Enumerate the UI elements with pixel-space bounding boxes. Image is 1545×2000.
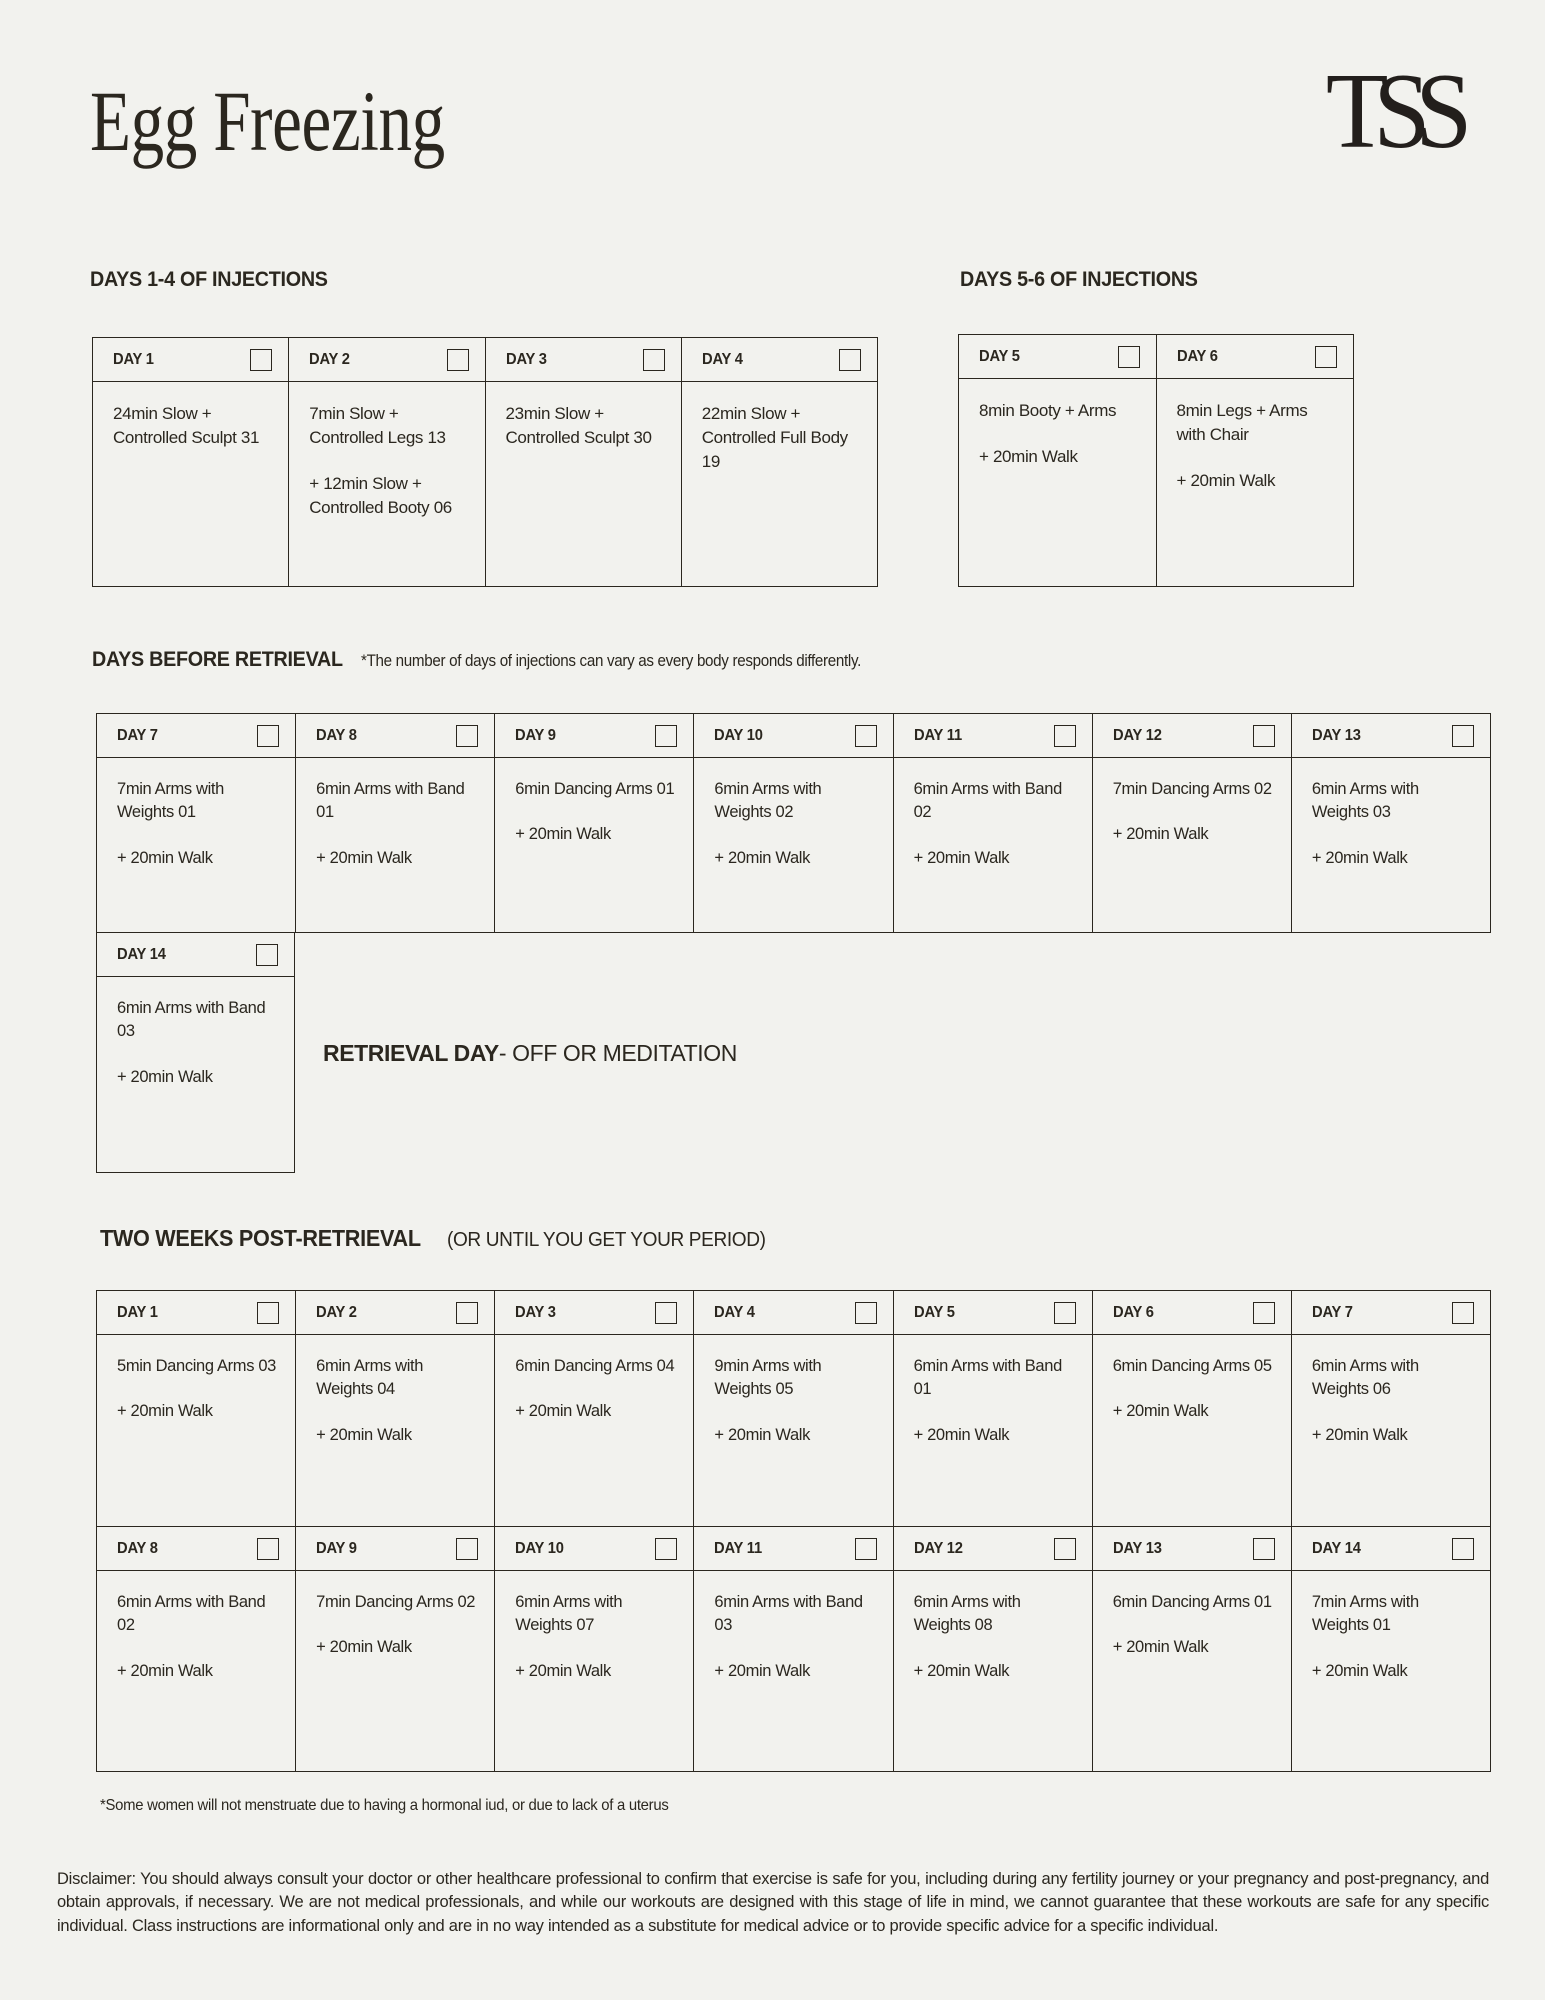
day-header xyxy=(97,1527,295,1571)
table-post-retrieval-week1 xyxy=(96,1290,1491,1527)
day-body xyxy=(296,1571,494,1771)
workout-primary: 7min Dancing Arms 02 xyxy=(1112,780,1272,798)
day-label: DAY 9 xyxy=(515,726,557,744)
retrieval-day-label: RETRIEVAL DAY xyxy=(323,1039,499,1066)
day-label: DAY 14 xyxy=(117,945,166,963)
day-label: DAY 5 xyxy=(913,1303,955,1321)
table-before-retrieval xyxy=(96,713,1491,933)
day-checkbox[interactable] xyxy=(250,349,272,371)
day-body xyxy=(894,1335,1092,1526)
workout-primary: 6min Dancing Arms 04 xyxy=(515,1357,675,1375)
workout-primary: 6min Arms with Weights 08 xyxy=(913,1593,1021,1635)
day-body xyxy=(495,1571,693,1771)
day-checkbox[interactable] xyxy=(839,349,861,371)
workout-primary: 6min Arms with Band 03 xyxy=(714,1593,863,1635)
day-body xyxy=(1292,1335,1490,1526)
day-header xyxy=(1093,1291,1291,1335)
day-body xyxy=(1093,758,1291,932)
day-checkbox[interactable] xyxy=(655,1538,677,1560)
day-header xyxy=(97,1291,295,1335)
day-header xyxy=(296,1291,494,1335)
day-body xyxy=(1157,379,1354,586)
day-column xyxy=(694,1527,893,1771)
workout-secondary: + 20min Walk xyxy=(316,848,412,867)
day-checkbox[interactable] xyxy=(1054,725,1076,747)
day-column xyxy=(959,335,1157,586)
workout-secondary: + 20min Walk xyxy=(1176,471,1276,491)
workout-primary: 6min Arms with Weights 02 xyxy=(714,780,822,822)
day-checkbox[interactable] xyxy=(1452,1538,1474,1560)
day-column xyxy=(694,1291,893,1526)
workout-secondary: + 20min Walk xyxy=(913,1661,1010,1680)
day-checkbox[interactable] xyxy=(257,1302,279,1324)
day-column xyxy=(1292,1291,1490,1526)
day-label: DAY 4 xyxy=(701,350,743,368)
section-heading-before-retrieval: DAYS BEFORE RETRIEVAL xyxy=(92,648,343,671)
day-body xyxy=(694,1335,892,1526)
retrieval-day-banner xyxy=(295,933,1491,1173)
day-checkbox[interactable] xyxy=(257,725,279,747)
day-header xyxy=(495,1291,693,1335)
day-body xyxy=(1292,758,1490,932)
day-column xyxy=(97,1291,296,1526)
day-checkbox[interactable] xyxy=(456,1302,478,1324)
day-body xyxy=(97,977,294,1172)
day-label: DAY 11 xyxy=(714,1539,763,1557)
day-label: DAY 12 xyxy=(1112,726,1162,744)
day-body xyxy=(296,1335,494,1526)
day-checkbox[interactable] xyxy=(1054,1302,1076,1324)
workout-primary: 6min Arms with Band 02 xyxy=(117,1593,266,1635)
table-injections-1-4 xyxy=(92,337,878,587)
day-label: DAY 1 xyxy=(117,1303,158,1321)
workout-secondary: + 20min Walk xyxy=(515,825,611,844)
day-column xyxy=(1093,1291,1292,1526)
day-column xyxy=(1157,335,1354,586)
workout-primary: 6min Dancing Arms 01 xyxy=(515,780,675,798)
day-label: DAY 6 xyxy=(1112,1303,1154,1321)
workout-secondary: + 12min Slow + Controlled Booty 06 xyxy=(309,474,452,518)
day-column xyxy=(296,1527,495,1771)
day-label: DAY 14 xyxy=(1311,1539,1361,1557)
day-header xyxy=(694,1527,892,1571)
day-checkbox[interactable] xyxy=(1452,725,1474,747)
day-checkbox[interactable] xyxy=(1253,725,1275,747)
day-column xyxy=(97,1527,296,1771)
tss-logo: TSS xyxy=(1325,52,1457,171)
day-header xyxy=(694,1291,892,1335)
workout-primary: 6min Arms with Band 01 xyxy=(316,780,465,822)
workout-primary: 9min Arms with Weights 05 xyxy=(714,1357,822,1399)
day-label: DAY 13 xyxy=(1112,1539,1162,1557)
day-header xyxy=(296,1527,494,1571)
day-label: DAY 11 xyxy=(913,726,962,744)
day-body xyxy=(486,382,681,586)
table-post-retrieval-week2 xyxy=(96,1527,1491,1772)
workout-primary: 7min Slow + Controlled Legs 13 xyxy=(309,404,446,448)
day-checkbox[interactable] xyxy=(447,349,469,371)
workout-primary: 6min Arms with Weights 04 xyxy=(316,1357,424,1399)
day-body xyxy=(1093,1571,1291,1771)
injections-5-6-heading-wrap xyxy=(960,268,1213,292)
workout-primary: 6min Arms with Band 02 xyxy=(913,780,1062,822)
workout-secondary: + 20min Walk xyxy=(714,1661,811,1680)
workout-secondary: + 20min Walk xyxy=(117,848,213,867)
footnote-wrap xyxy=(100,1797,711,1815)
day-header xyxy=(894,1527,1092,1571)
workout-secondary: + 20min Walk xyxy=(979,447,1078,467)
workout-primary: 6min Dancing Arms 05 xyxy=(1112,1357,1272,1375)
day-column xyxy=(1093,1527,1292,1771)
day-header xyxy=(682,338,877,382)
table-day14-retrieval xyxy=(96,933,1491,1173)
day-label: DAY 10 xyxy=(515,1539,565,1557)
page-title: Egg Freezing xyxy=(90,73,445,169)
day-column xyxy=(495,1291,694,1526)
workout-secondary: + 20min Walk xyxy=(316,1425,412,1444)
section-heading-post-retrieval: TWO WEEKS POST-RETRIEVAL xyxy=(100,1225,421,1251)
day-label: DAY 9 xyxy=(316,1539,357,1557)
day-body xyxy=(894,1571,1092,1771)
day-label: DAY 2 xyxy=(316,1303,357,1321)
day-checkbox[interactable] xyxy=(1054,1538,1076,1560)
day-body xyxy=(1093,1335,1291,1526)
day-column xyxy=(97,714,296,932)
day-checkbox[interactable] xyxy=(655,1302,677,1324)
day-body xyxy=(894,758,1092,932)
day-body xyxy=(1292,1571,1490,1771)
workout-secondary: + 20min Walk xyxy=(515,1661,611,1680)
day-checkbox[interactable] xyxy=(655,725,677,747)
day-label: DAY 6 xyxy=(1176,347,1218,365)
day-header xyxy=(1093,1527,1291,1571)
workout-secondary: + 20min Walk xyxy=(714,1425,811,1444)
day-checkbox[interactable] xyxy=(1452,1302,1474,1324)
day-header xyxy=(97,714,295,758)
section-note-post-retrieval: (OR UNTIL YOU GET YOUR PERIOD) xyxy=(447,1228,766,1251)
day-label: DAY 7 xyxy=(1311,1303,1353,1321)
day-body xyxy=(495,758,693,932)
day-body xyxy=(682,382,877,586)
day-body xyxy=(959,379,1156,586)
workout-secondary: + 20min Walk xyxy=(1311,848,1408,867)
workout-secondary: + 20min Walk xyxy=(316,1638,412,1657)
day-label: DAY 12 xyxy=(913,1539,963,1557)
day-column xyxy=(289,338,485,586)
workout-primary: 6min Arms with Weights 03 xyxy=(1311,780,1419,822)
day-column xyxy=(1292,714,1490,932)
workout-secondary: + 20min Walk xyxy=(913,848,1010,867)
day-body xyxy=(97,1571,295,1771)
day-column xyxy=(96,933,295,1173)
post-retrieval-heading-wrap xyxy=(100,1225,790,1252)
injections-1-4-heading-wrap xyxy=(90,268,343,292)
day-header xyxy=(959,335,1156,379)
day-label: DAY 10 xyxy=(714,726,764,744)
day-column xyxy=(296,714,495,932)
workout-secondary: + 20min Walk xyxy=(714,848,811,867)
workout-primary: 22min Slow + Controlled Full Body 19 xyxy=(701,404,848,472)
day-label: DAY 3 xyxy=(515,1303,557,1321)
day-header xyxy=(495,714,693,758)
day-body xyxy=(495,1335,693,1526)
workout-secondary: + 20min Walk xyxy=(515,1402,611,1421)
day-header xyxy=(894,714,1092,758)
day-label: DAY 1 xyxy=(113,350,154,368)
day-checkbox[interactable] xyxy=(1253,1538,1275,1560)
section-heading-injections-5-6: DAYS 5-6 OF INJECTIONS xyxy=(960,268,1198,291)
day-label: DAY 2 xyxy=(309,350,351,368)
workout-secondary: + 20min Walk xyxy=(1311,1425,1408,1444)
day-label: DAY 7 xyxy=(117,726,158,744)
workout-secondary: + 20min Walk xyxy=(1311,1661,1408,1680)
table-injections-5-6 xyxy=(958,334,1354,587)
section-note-before-retrieval: *The number of days of injections can vary as every body responds differently. xyxy=(360,652,861,670)
day-column xyxy=(93,338,289,586)
workout-primary: 8min Legs + Arms with Chair xyxy=(1176,401,1308,445)
workout-primary: 23min Slow + Controlled Sculpt 30 xyxy=(505,404,652,448)
day-header xyxy=(894,1291,1092,1335)
workout-primary: 6min Arms with Weights 06 xyxy=(1311,1357,1419,1399)
day-header xyxy=(296,714,494,758)
day-column xyxy=(296,1291,495,1526)
day-header xyxy=(97,933,294,977)
day-header xyxy=(93,338,288,382)
workout-primary: 6min Arms with Band 03 xyxy=(117,999,266,1041)
day-column xyxy=(894,1291,1093,1526)
workout-secondary: + 20min Walk xyxy=(117,1402,213,1421)
day-checkbox[interactable] xyxy=(855,1302,877,1324)
workout-secondary: + 20min Walk xyxy=(913,1425,1010,1444)
workout-primary: 6min Dancing Arms 01 xyxy=(1112,1593,1272,1611)
day-column xyxy=(495,714,694,932)
day-label: DAY 3 xyxy=(505,350,547,368)
day-header xyxy=(1292,714,1490,758)
day-body xyxy=(93,382,288,586)
day-body xyxy=(97,1335,295,1526)
day-label: DAY 4 xyxy=(714,1303,756,1321)
day-column xyxy=(694,714,893,932)
day-column xyxy=(495,1527,694,1771)
day-column xyxy=(894,714,1093,932)
day-label: DAY 8 xyxy=(117,1539,158,1557)
workout-primary: 7min Dancing Arms 02 xyxy=(316,1593,476,1611)
workout-secondary: + 20min Walk xyxy=(1112,1638,1209,1657)
menstruation-footnote: *Some women will not menstruate due to having a hormonal iud, or due to lack of a uterus xyxy=(100,1797,669,1814)
day-column xyxy=(486,338,682,586)
workout-primary: 8min Booty + Arms xyxy=(979,401,1117,420)
day-label: DAY 13 xyxy=(1311,726,1361,744)
day-checkbox[interactable] xyxy=(456,1538,478,1560)
section-heading-injections-1-4: DAYS 1-4 OF INJECTIONS xyxy=(90,268,328,291)
workout-secondary: + 20min Walk xyxy=(117,1661,213,1680)
workout-primary: 7min Arms with Weights 01 xyxy=(1311,1593,1419,1635)
day-checkbox[interactable] xyxy=(1253,1302,1275,1324)
day-header xyxy=(1292,1291,1490,1335)
day-column xyxy=(682,338,877,586)
day-header xyxy=(289,338,484,382)
workout-primary: 7min Arms with Weights 01 xyxy=(117,780,224,822)
day-header xyxy=(1292,1527,1490,1571)
day-checkbox[interactable] xyxy=(1118,346,1140,368)
day-body xyxy=(289,382,484,586)
retrieval-day-detail: - OFF OR MEDITATION xyxy=(498,1039,737,1066)
day-body xyxy=(97,758,295,932)
day-column xyxy=(894,1527,1093,1771)
day-header xyxy=(495,1527,693,1571)
workout-secondary: + 20min Walk xyxy=(1112,1402,1209,1421)
before-retrieval-heading-wrap xyxy=(92,648,904,672)
disclaimer-text: Disclaimer: You should always consult your doctor or other healthcare professional to confirm that exercise is safe for you, including during any fertility journey or your pregnancy and post-pregnancy, and obtain approvals, if necessary. We are not medical professionals, and while our workouts are designed with this stage of life in mind, we cannot guarantee that these workouts are safe for any specific individual. Class instructions are informational only and are in no way intended as a substitute for medical advice or to provide specific advice for a specific individual. xyxy=(57,1870,1489,1935)
day-label: DAY 8 xyxy=(316,726,357,744)
day-checkbox[interactable] xyxy=(855,725,877,747)
page-header xyxy=(0,0,1545,205)
day-checkbox[interactable] xyxy=(643,349,665,371)
day-checkbox[interactable] xyxy=(1315,346,1337,368)
day-checkbox[interactable] xyxy=(855,1538,877,1560)
day-checkbox[interactable] xyxy=(257,1538,279,1560)
workout-secondary: + 20min Walk xyxy=(1112,825,1209,844)
workout-primary: 6min Arms with Band 01 xyxy=(913,1357,1062,1399)
workout-primary: 24min Slow + Controlled Sculpt 31 xyxy=(113,404,260,448)
day-body xyxy=(296,758,494,932)
workout-primary: 6min Arms with Weights 07 xyxy=(515,1593,623,1635)
day-checkbox[interactable] xyxy=(456,725,478,747)
day-header xyxy=(1093,714,1291,758)
day-header xyxy=(694,714,892,758)
day-column xyxy=(1292,1527,1490,1771)
day-body xyxy=(694,758,892,932)
day-column xyxy=(1093,714,1292,932)
day-header xyxy=(1157,335,1354,379)
day-checkbox[interactable] xyxy=(256,944,278,966)
day-header xyxy=(486,338,681,382)
workout-secondary: + 20min Walk xyxy=(117,1067,213,1086)
workout-primary: 5min Dancing Arms 03 xyxy=(117,1357,276,1375)
day-body xyxy=(694,1571,892,1771)
day-label: DAY 5 xyxy=(979,347,1020,365)
